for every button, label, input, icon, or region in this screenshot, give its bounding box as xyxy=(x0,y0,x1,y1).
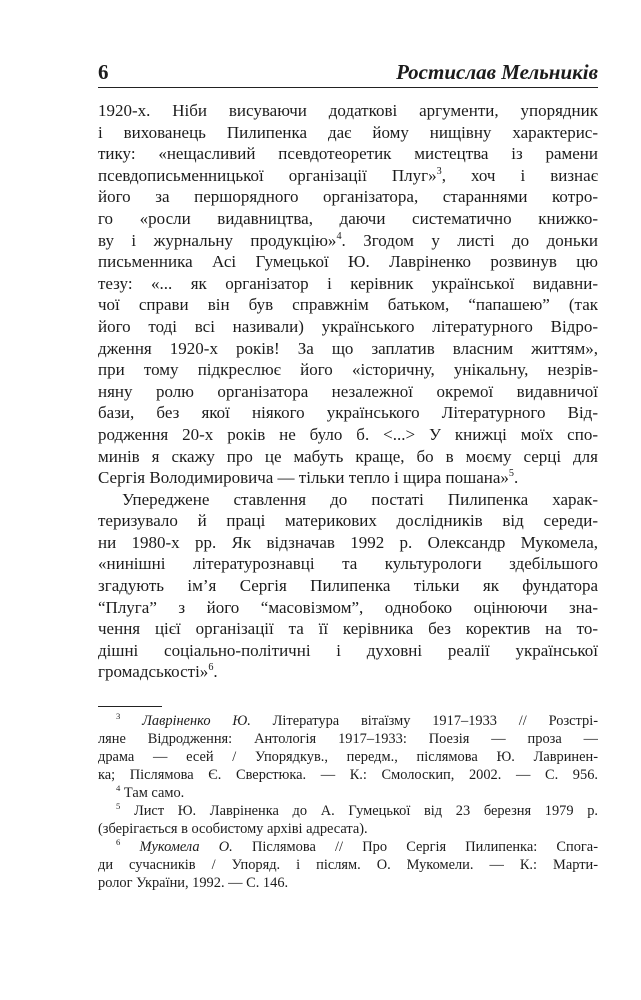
line-text: тезу: «... як організатор і керівник української видавни- xyxy=(98,273,598,293)
line-text: Упереджене ставлення до постаті Пилипенка харак- xyxy=(122,489,598,509)
text-line xyxy=(98,510,598,532)
main-text xyxy=(98,100,598,683)
footnote-divider xyxy=(98,706,162,707)
line-text: няну ролю організатора незалежної окремої видавничої xyxy=(98,381,598,401)
line-text: Література вітаїзму 1917–1933 // Розстрі- xyxy=(250,713,598,729)
footnotes xyxy=(98,712,598,892)
page-header xyxy=(98,60,598,88)
line-text: письменника Асі Гумецької Ю. Лавріненко розвинув цю xyxy=(98,252,598,272)
text-line xyxy=(98,100,598,122)
footnote-line xyxy=(98,730,598,748)
footnote-number: 3 xyxy=(116,712,121,721)
text-line xyxy=(98,338,598,360)
text-line xyxy=(98,575,598,597)
text-line xyxy=(98,597,598,619)
text-line xyxy=(98,553,598,575)
text-line xyxy=(98,661,598,683)
footnote-line xyxy=(98,820,598,838)
footnote-line xyxy=(98,784,598,802)
line-text: Лист Ю. Лавріненка до А. Гумецької від 23 березня 1979 р. xyxy=(120,803,598,819)
text-line xyxy=(98,618,598,640)
line-text: родження 20-х років не було б. <...> У книжці моїх спо- xyxy=(98,424,598,444)
running-head: Ростислав Мельників xyxy=(396,60,598,84)
line-text: ролог України, 1992. — С. 146. xyxy=(98,875,289,891)
line-text: псевдописьменницької організації Плуг» xyxy=(98,165,437,185)
text-line xyxy=(98,424,598,446)
line-text: громадськості» xyxy=(98,662,209,682)
line-text: теризувало й праці материкових дослідників від середи- xyxy=(98,511,598,531)
text-line xyxy=(98,359,598,381)
line-text: і вихованець Пилипенка дає йому нищівну характерис- xyxy=(98,122,598,142)
text-line xyxy=(98,143,598,165)
text-line xyxy=(98,294,598,316)
line-text: . Згодом у листі до доньки xyxy=(341,230,598,250)
footnote-ref[interactable]: 5 xyxy=(508,467,515,479)
line-text: згадують ім’я Сергія Пилипенка тільки як фундатора xyxy=(98,576,598,596)
text-line xyxy=(98,251,598,273)
line-text: «нинішні літературознавці та культурологи здебільшого xyxy=(98,554,598,574)
text-line xyxy=(98,467,598,489)
text-line xyxy=(98,402,598,424)
footnote-ref[interactable]: 6 xyxy=(208,662,214,674)
text-line xyxy=(98,446,598,468)
footnote-line xyxy=(98,712,598,730)
text-line xyxy=(98,273,598,295)
footnote-line xyxy=(98,748,598,766)
footnote-line xyxy=(98,856,598,874)
line-text: дішні соціально-політичні і духовні реалії української xyxy=(98,640,598,660)
footnote-line xyxy=(98,802,598,820)
line-text: ка; Післямова Є. Сверстюка. — К.: Смолоскип, 2002. — С. 956. xyxy=(98,767,598,783)
line-text: го «росли видавництва, даючи систематично книжко- xyxy=(98,208,598,228)
line-text: (зберігається в особистому архіві адресата). xyxy=(98,821,368,837)
line-text: при тому підкреслює його «історичну, унікальну, незрів- xyxy=(98,360,598,380)
line-text: Післямова // Про Сергія Пилипенка: Спога- xyxy=(232,839,598,855)
line-text: ди сучасників / Упоряд. і післям. О. Мукомели. — К.: Марти- xyxy=(98,857,598,873)
page-number: 6 xyxy=(98,60,109,84)
author-name: Лавріненко Ю. xyxy=(120,713,251,729)
line-text: 1920-х. Ніби висуваючи додаткові аргументи, упорядник xyxy=(98,101,598,120)
line-text: . xyxy=(213,662,218,682)
line-text: минів я скажу про це мабуть краще, бо в моєму серці для xyxy=(98,446,598,466)
line-text: чення цієї організації та її керівника без коректив на то- xyxy=(98,619,598,639)
text-line xyxy=(98,381,598,403)
text-line xyxy=(98,489,598,511)
footnote-number: 6 xyxy=(116,838,121,847)
line-text: дження 1920-х років! За що заплатив власним життям», xyxy=(98,338,598,358)
text-line xyxy=(98,208,598,230)
line-text: Сергія Володимировича — тільки тепло і щира пошана» xyxy=(98,468,509,488)
footnote-line xyxy=(98,838,598,856)
footnote-line xyxy=(98,766,598,784)
line-text: “Плуга” з його “масовізмом”, однобоко оцінюючи зна- xyxy=(98,597,598,617)
line-text: його за першорядного організатора, стараннями котро- xyxy=(98,187,598,207)
line-text: ву і журнальну продукцію» xyxy=(98,230,337,250)
text-line xyxy=(98,165,598,187)
line-text: . xyxy=(514,468,519,488)
line-text: Там само. xyxy=(120,785,185,801)
line-text: драма — есей / Упорядкув., передм., післямова Ю. Лавринен- xyxy=(98,749,598,765)
text-line xyxy=(98,316,598,338)
line-text: , хоч і визнає xyxy=(441,165,598,185)
line-text: бази, без якої ніякого українського Літературного Від- xyxy=(98,403,598,423)
line-text: його тоді всі називали) українського літературного Відро- xyxy=(98,316,598,336)
footnote-line xyxy=(98,874,598,892)
line-text: тику: «нещасливий псевдотеоретик мистецтва із рамени xyxy=(98,144,598,164)
footnote-ref[interactable]: 4 xyxy=(336,230,342,242)
line-text: чої справи він був справжнім батьком, “папашею” (так xyxy=(98,295,598,315)
author-name: Мукомела О. xyxy=(120,839,233,855)
footnote-number: 5 xyxy=(116,802,121,811)
line-text: ни 1980-х рр. Як відзначав 1992 р. Олександр Мукомела, xyxy=(98,532,598,552)
text-line xyxy=(98,230,598,252)
text-line xyxy=(98,640,598,662)
footnote-number: 4 xyxy=(116,784,121,793)
text-line xyxy=(98,122,598,144)
text-line xyxy=(98,532,598,554)
footnote-ref[interactable]: 3 xyxy=(436,165,442,177)
line-text: ляне Відродження: Антологія 1917–1933: Поезія — проза — xyxy=(98,731,598,747)
text-line xyxy=(98,186,598,208)
